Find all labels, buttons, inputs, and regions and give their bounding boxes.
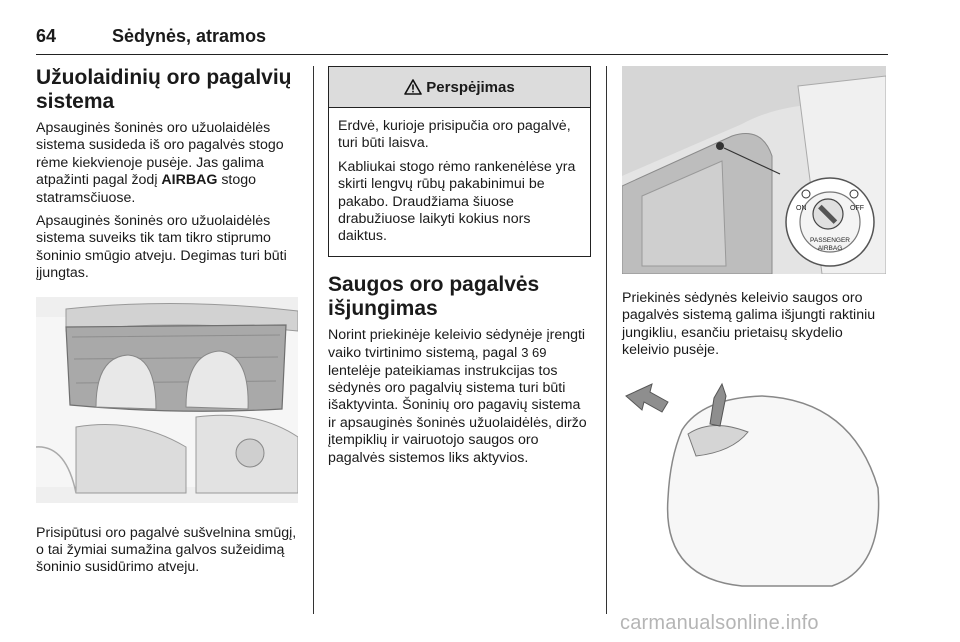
warning-triangle-icon [404, 79, 422, 95]
curtain-airbag-heading: Užuolaidinių oro pagalvių sistema [36, 66, 292, 113]
warning-box [328, 66, 591, 257]
curtain-airbag-caption: Prisipūtusi oro pagalvė sušvelnina smūgį, o tai žymiai sumažina galvos sužeidimą šoninio susidūrimo atveju. [36, 524, 297, 576]
push-arrow-icon [626, 384, 668, 412]
airbag-deactivation-heading: Saugos oro pagalvės išjungimas [328, 272, 540, 320]
warning-body [329, 108, 590, 256]
switch-off-label: OFF [850, 205, 864, 212]
warning-paragraph-1: Erdvė, kurioje prisipučia oro pagalvė, turi būti laisva. [338, 118, 571, 152]
warning-paragraph-2: Kabliukai stogo rėmo rankenėlėse yra skirti lengvų rūbų pakabinimui be pakabo. Draudžiama šiuose drabužiuose laikyti kokius nors daiktus. [338, 158, 576, 245]
curtain-airbag-illustration [36, 297, 298, 503]
chapter-title: Sėdynės, atramos [112, 26, 267, 46]
airbag-deactivation-paragraph [328, 327, 592, 467]
switch-passenger-label: PASSENGER [810, 237, 850, 244]
curtain-airbag-paragraph-2: Apsauginės šoninės oro užuolaidėlės sistema suveiks tik tam tikro stiprumo šoninio smūgio atveju. Degimas turi būti įjungtas. [36, 213, 287, 282]
curtain-airbag-paragraph-1 [36, 120, 300, 207]
column-airbag-deactivation [328, 66, 592, 473]
column-key-switch [622, 66, 888, 588]
watermark: carmanualsonline.info [620, 612, 819, 634]
p1-text-before: Apsauginės šoninės oro užuolaidėlės sistema susideda iš oro pagalvės stogo rėme kiekvienoje pusėje. Jas galima atpažinti pagal žodį [36, 120, 284, 189]
page-number: 64 [36, 26, 57, 46]
page-reference[interactable]: 3 69 [521, 345, 547, 361]
column-curtain-airbag [36, 66, 300, 583]
column-divider-1 [313, 66, 314, 614]
p1-text-after: stogo statramsčiuose. [36, 172, 257, 206]
dashboard-switch-illustration [622, 66, 886, 274]
switch-on-label: ON [796, 205, 807, 212]
key-illustration [622, 378, 886, 588]
column-divider-2 [606, 66, 607, 614]
warning-title: Perspėjimas [426, 78, 515, 96]
warning-header [329, 67, 590, 108]
switch-airbag-label: AIRBAG [817, 245, 843, 252]
airbag-keyword: AIRBAG [161, 172, 218, 189]
deactivation-text-before: Norint priekinėje keleivio sėdynėje įrengti vaiko tvirtinimo sistemą, pagal [328, 326, 586, 362]
deactivation-text-after: lentelėje pateikiamas instrukcijas tos sėdynės oro pagalvių sistema turi būti išaktyvinta. Šoninių oro pagavių sistema ir apsauginės šoninės užuolaidėlės, diržo įtempiklių ir vairuotojo saugos oro pagalvės sistemos liks aktyvios. [328, 362, 587, 466]
page-header [36, 26, 888, 55]
key-switch-paragraph: Priekinės sėdynės keleivio saugos oro pagalvės sistemą galima išjungti raktiniu jungikliu, esančiu prietaisų skydelio keleivio pusėje. [622, 290, 876, 359]
